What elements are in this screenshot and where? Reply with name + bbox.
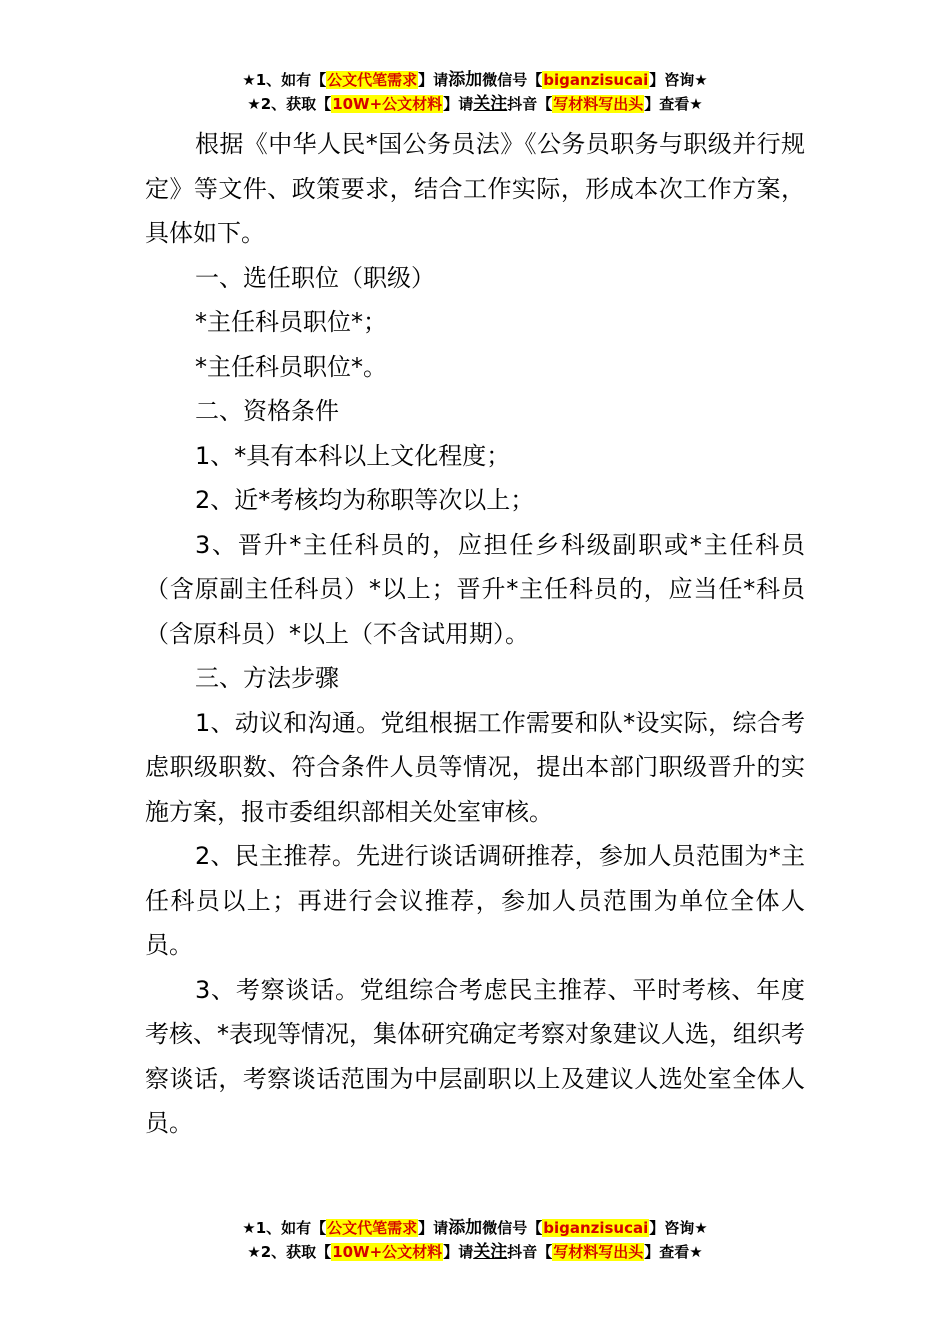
banner-line-2 <box>0 1240 950 1264</box>
banner-text: 抖音【 <box>507 95 553 113</box>
banner-emphasis: 关注 <box>473 1242 508 1262</box>
heading-qualifications: 二、资格条件 <box>195 397 339 425</box>
document-body <box>145 122 805 1146</box>
banner-text: 】咨询★ <box>649 1219 708 1237</box>
banner-highlight: 写材料写出头 <box>553 1243 644 1261</box>
banner-text: 】请 <box>418 1219 449 1237</box>
banner-emphasis: 添加 <box>448 70 483 90</box>
header-banner <box>0 68 950 116</box>
heading-methods: 三、方法步骤 <box>195 664 339 692</box>
banner-text: 微信号【 <box>482 1219 543 1237</box>
list-item: 1、动议和沟通。党组根据工作需要和队*设实际，综合考虑职级职数、符合条件人员等情况，提出本部门职级晋升的实施方案，报市委组织部相关处室审核。 <box>145 708 805 826</box>
heading-positions: 一、选任职位（职级） <box>195 263 435 292</box>
list-item: 2、民主推荐。先进行谈话调研推荐，参加人员范围为*主任科员以上；再进行会议推荐，参加人员范围为单位全体人员。 <box>145 842 805 959</box>
banner-text: 】请 <box>418 71 449 89</box>
banner-text: 微信号【 <box>482 71 543 89</box>
banner-highlight: biganzisucai <box>543 1219 649 1237</box>
banner-text: ★2、获取【 <box>247 1243 332 1261</box>
list-item: 1、*具有本科以上文化程度； <box>195 441 511 470</box>
banner-highlight: 10W+公文材料 <box>332 95 443 113</box>
banner-highlight: 公文代笔需求 <box>327 71 418 89</box>
banner-text: 抖音【 <box>507 1243 553 1261</box>
list-item: 2、近*考核均为称职等次以上； <box>195 486 535 514</box>
banner-emphasis: 关注 <box>473 94 508 114</box>
banner-text: ★2、获取【 <box>247 95 332 113</box>
banner-text: 】请 <box>443 1243 474 1261</box>
banner-line-2 <box>0 92 950 116</box>
paragraph-intro: 根据《中华人民*国公务员法》《公务员职务与职级并行规定》等文件、政策要求，结合工作实际，形成本次工作方案，具体如下。 <box>145 130 805 247</box>
banner-text: ★1、如有【 <box>242 1219 327 1237</box>
banner-highlight: 公文代笔需求 <box>327 1219 418 1237</box>
list-item: 3、晋升*主任科员的，应担任乡科级副职或*主任科员（含原副主任科员）*以上；晋升*主任科员的，应当任*科员（含原科员）*以上（不含试用期）。 <box>145 530 805 648</box>
banner-highlight: biganzisucai <box>543 71 649 89</box>
banner-highlight: 10W+公文材料 <box>332 1243 443 1261</box>
list-item: 3、考察谈话。党组综合考虑民主推荐、平时考核、年度考核、*表现等情况，集体研究确定考察对象建议人选，组织考察谈话，考察谈话范围为中层副职以上及建议人选处室全体人员。 <box>145 975 805 1137</box>
banner-text: 】咨询★ <box>649 71 708 89</box>
list-item: *主任科员职位*。 <box>195 352 387 381</box>
banner-highlight: 写材料写出头 <box>553 95 644 113</box>
list-item: *主任科员职位*； <box>195 308 387 336</box>
banner-text: 】查看★ <box>644 1243 703 1261</box>
banner-text: 】查看★ <box>644 95 703 113</box>
footer-banner <box>0 1216 950 1264</box>
banner-text: ★1、如有【 <box>242 71 327 89</box>
banner-line-1 <box>0 1216 950 1240</box>
banner-line-1 <box>0 68 950 92</box>
banner-emphasis: 添加 <box>448 1218 483 1238</box>
banner-text: 】请 <box>443 95 474 113</box>
